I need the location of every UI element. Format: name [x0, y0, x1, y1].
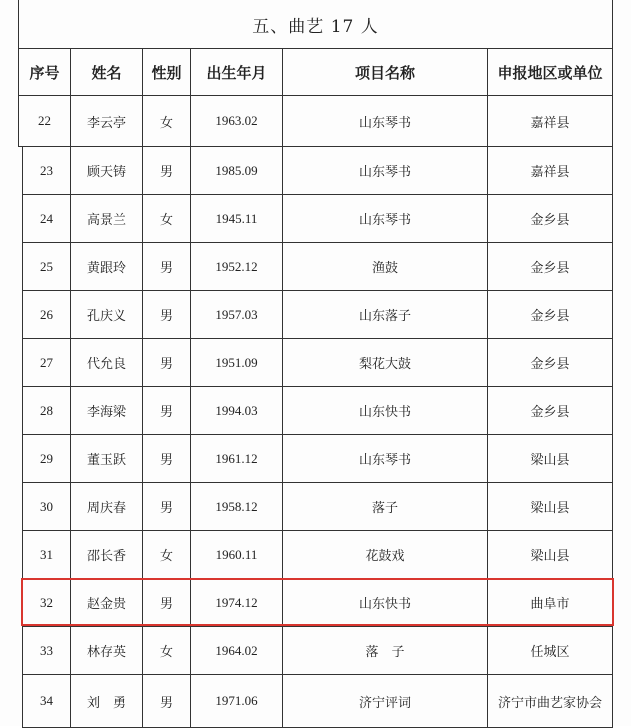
cell-name: 董玉跃	[71, 435, 143, 483]
cell-name: 赵金贵	[71, 579, 143, 627]
header-index: 序号	[19, 49, 71, 96]
cell-project: 落子	[283, 483, 488, 531]
cell-gender: 女	[143, 195, 191, 243]
cell-index: 33	[23, 627, 71, 675]
table-row	[23, 531, 613, 579]
cell-project: 山东琴书	[283, 195, 488, 243]
cell-gender: 男	[143, 579, 191, 627]
cell-gender: 男	[143, 483, 191, 531]
cell-region: 梁山县	[488, 483, 613, 531]
cell-region: 金乡县	[488, 339, 613, 387]
cell-gender: 女	[143, 627, 191, 675]
cell-birth: 1960.11	[191, 531, 283, 579]
cell-index: 26	[23, 291, 71, 339]
cell-index: 31	[23, 531, 71, 579]
table-header-row	[19, 49, 613, 96]
cell-index: 23	[23, 147, 71, 195]
cell-gender: 男	[143, 387, 191, 435]
cell-region: 金乡县	[488, 387, 613, 435]
cell-project: 山东快书	[283, 387, 488, 435]
cell-gender: 男	[143, 339, 191, 387]
table-row	[23, 147, 613, 195]
table-row	[23, 339, 613, 387]
cell-birth: 1961.12	[191, 435, 283, 483]
cell-index: 25	[23, 243, 71, 291]
cell-name: 孔庆义	[71, 291, 143, 339]
cell-region: 济宁市曲艺家协会	[488, 675, 613, 728]
cell-project: 山东琴书	[283, 96, 488, 147]
cell-name: 顾天铸	[71, 147, 143, 195]
cell-index: 28	[23, 387, 71, 435]
cell-birth: 1994.03	[191, 387, 283, 435]
cell-project: 落 子	[283, 627, 488, 675]
cell-region: 嘉祥县	[488, 96, 613, 147]
cell-index: 30	[23, 483, 71, 531]
cell-name: 高景兰	[71, 195, 143, 243]
cell-gender: 女	[143, 96, 191, 147]
cell-name: 邵长香	[71, 531, 143, 579]
table-row	[23, 195, 613, 243]
cell-region: 金乡县	[488, 243, 613, 291]
table-row	[23, 243, 613, 291]
cell-gender: 男	[143, 243, 191, 291]
cell-birth: 1971.06	[191, 675, 283, 728]
cell-project: 山东落子	[283, 291, 488, 339]
cell-name: 周庆春	[71, 483, 143, 531]
cell-gender: 男	[143, 147, 191, 195]
cell-gender: 男	[143, 675, 191, 728]
cell-name: 刘 勇	[71, 675, 143, 728]
cell-project: 渔鼓	[283, 243, 488, 291]
cell-index: 29	[23, 435, 71, 483]
cell-name: 黄跟玲	[71, 243, 143, 291]
section-title-row	[19, 0, 613, 49]
header-name: 姓名	[71, 49, 143, 96]
cell-name: 林存英	[71, 627, 143, 675]
cell-birth: 1957.03	[191, 291, 283, 339]
main-table-block	[22, 146, 613, 728]
cell-birth: 1974.12	[191, 579, 283, 627]
table-row	[19, 96, 613, 147]
cell-project: 花鼓戏	[283, 531, 488, 579]
section-title: 五、曲艺 17 人	[19, 0, 613, 49]
cell-name: 李海梁	[71, 387, 143, 435]
header-region: 申报地区或单位	[488, 49, 613, 96]
cell-region: 梁山县	[488, 531, 613, 579]
header-project: 项目名称	[283, 49, 488, 96]
cell-birth: 1952.12	[191, 243, 283, 291]
cell-index: 27	[23, 339, 71, 387]
cell-region: 嘉祥县	[488, 147, 613, 195]
cell-birth: 1958.12	[191, 483, 283, 531]
cell-birth: 1985.09	[191, 147, 283, 195]
table-row	[23, 291, 613, 339]
cell-name: 李云亭	[71, 96, 143, 147]
cell-gender: 男	[143, 291, 191, 339]
cell-birth: 1951.09	[191, 339, 283, 387]
cell-project: 济宁评词	[283, 675, 488, 728]
table-row	[23, 435, 613, 483]
cell-project: 山东快书	[283, 579, 488, 627]
table-row	[23, 627, 613, 675]
table-row	[23, 387, 613, 435]
cell-region: 金乡县	[488, 291, 613, 339]
top-table-block	[18, 0, 613, 147]
cell-index: 32	[23, 579, 71, 627]
cell-index: 24	[23, 195, 71, 243]
table-row	[23, 579, 613, 627]
cell-gender: 男	[143, 435, 191, 483]
cell-project: 梨花大鼓	[283, 339, 488, 387]
cell-region: 任城区	[488, 627, 613, 675]
cell-index: 22	[19, 96, 71, 147]
cell-birth: 1945.11	[191, 195, 283, 243]
cell-project: 山东琴书	[283, 435, 488, 483]
header-birth: 出生年月	[191, 49, 283, 96]
table-row	[23, 483, 613, 531]
table-row	[23, 675, 613, 728]
cell-project: 山东琴书	[283, 147, 488, 195]
cell-region: 金乡县	[488, 195, 613, 243]
cell-region: 曲阜市	[488, 579, 613, 627]
cell-birth: 1964.02	[191, 627, 283, 675]
cell-region: 梁山县	[488, 435, 613, 483]
cell-index: 34	[23, 675, 71, 728]
cell-gender: 女	[143, 531, 191, 579]
cell-name: 代允良	[71, 339, 143, 387]
header-gender: 性别	[143, 49, 191, 96]
cell-birth: 1963.02	[191, 96, 283, 147]
